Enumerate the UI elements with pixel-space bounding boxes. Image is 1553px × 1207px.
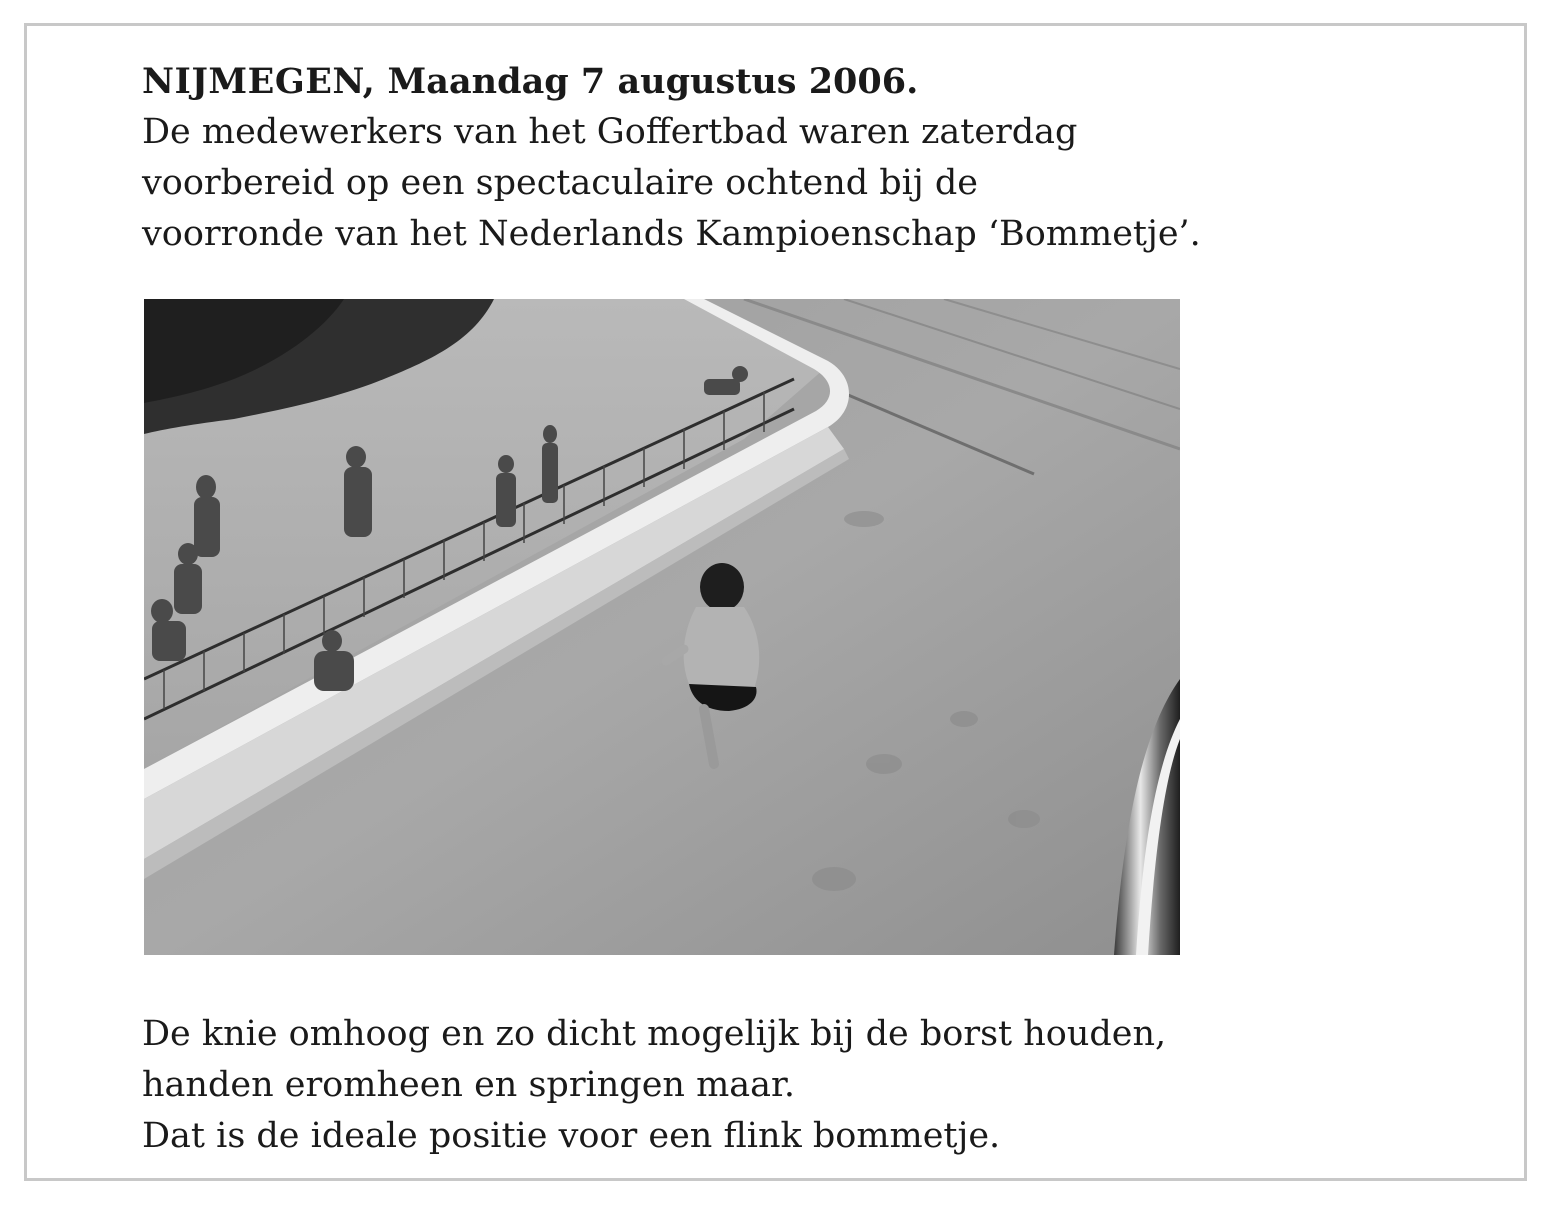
intro-line: voorronde van het Nederlands Kampioenschap ‘Bommetje’. xyxy=(142,214,1201,254)
closing-line: De knie omhoog en zo dicht mogelijk bij de borst houden, xyxy=(142,1014,1167,1054)
intro-line: De medewerkers van het Goffertbad waren zaterdag xyxy=(142,112,1078,152)
article-photo xyxy=(144,299,1180,955)
dateline-date: Maandag 7 augustus 2006. xyxy=(387,61,919,102)
intro-line: voorbereid op een spectaculaire ochtend bij de xyxy=(142,163,978,203)
closing-line: Dat is de ideale positie voor een flink bommetje. xyxy=(142,1116,1001,1156)
article-intro xyxy=(142,56,1342,260)
article-closing xyxy=(142,1009,1342,1162)
dateline-city: NIJMEGEN, xyxy=(142,61,376,102)
closing-line: handen eromheen en springen maar. xyxy=(142,1065,796,1105)
dateline xyxy=(142,56,1342,107)
